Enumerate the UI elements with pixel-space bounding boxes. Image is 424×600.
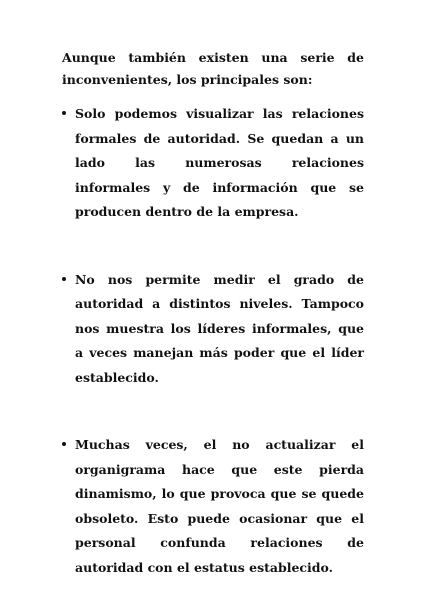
- bullet-dot-icon: [62, 111, 66, 115]
- bullet-text: Muchas veces, el no actualizar el organigrama hace que este pierda dinamismo, lo que provoca que se quede obsoleto. Esto puede ocasionar que el personal confunda relaciones de autoridad con el estatus establecido.: [75, 437, 364, 575]
- bullet-text: No nos permite medir el grado de autoridad a distintos niveles. Tampoco nos muestra los líderes informales, que a veces manejan más poder que el líder establecido.: [75, 271, 364, 385]
- bullet-item: [62, 433, 364, 580]
- document-body: [62, 47, 364, 580]
- intro-paragraph: Aunque también existen una serie de inconvenientes, los principales son:: [62, 50, 364, 87]
- bullet-item: [62, 268, 364, 391]
- bullet-list: [62, 102, 364, 580]
- bullet-item: [62, 102, 364, 225]
- bullet-text: Solo podemos visualizar las relaciones formales de autoridad. Se quedan a un lado las numerosas relaciones informales y de información que se producen dentro de la empresa.: [75, 106, 364, 219]
- bullet-dot-icon: [62, 277, 66, 281]
- bullet-dot-icon: [62, 442, 66, 446]
